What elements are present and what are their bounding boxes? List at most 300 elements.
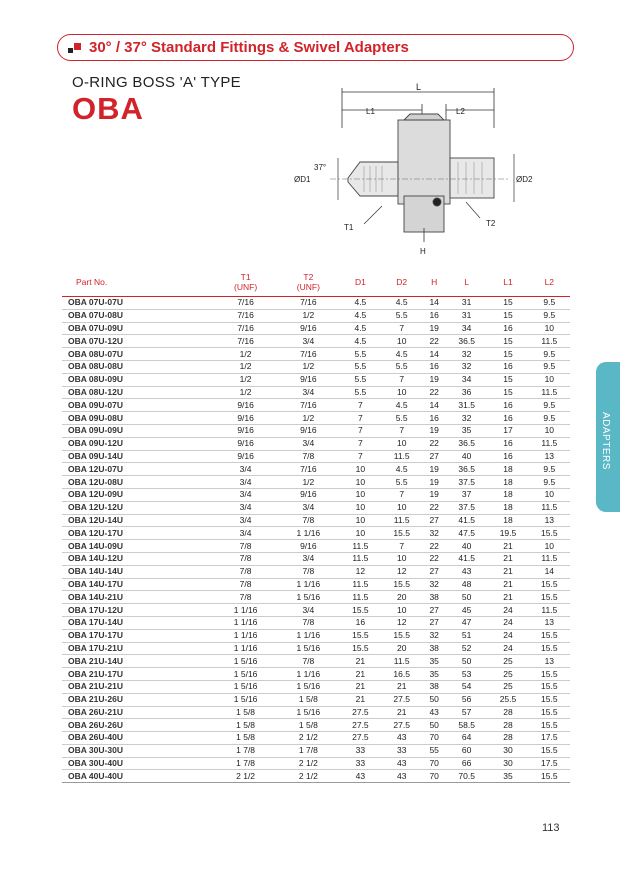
table-cell: 9/16: [214, 450, 277, 463]
table-cell: 9/16: [277, 424, 340, 437]
column-header-label: L2: [544, 277, 555, 287]
table-cell: 58.5: [446, 719, 487, 732]
table-cell: 7: [381, 424, 422, 437]
table-cell: 7/16: [214, 335, 277, 348]
table-cell: 17.5: [529, 732, 570, 745]
table-cell: 7: [381, 322, 422, 335]
table-cell: 13: [529, 616, 570, 629]
table-cell: 10: [381, 386, 422, 399]
part-number-cell: OBA 30U-30U: [62, 744, 214, 757]
table-cell: 1 5/16: [214, 668, 277, 681]
table-cell: 15.5: [529, 693, 570, 706]
table-cell: 10: [340, 463, 381, 476]
table-cell: 51: [446, 629, 487, 642]
table-cell: 11.5: [340, 540, 381, 553]
table-cell: 7/8: [214, 591, 277, 604]
table-cell: 40: [446, 540, 487, 553]
table-cell: 1 5/8: [214, 719, 277, 732]
table-cell: 21: [487, 578, 528, 591]
table-row: [62, 616, 570, 629]
table-cell: 33: [381, 744, 422, 757]
table-cell: 10: [529, 322, 570, 335]
dim-T2-label: T2: [486, 219, 496, 228]
table-cell: 3/4: [277, 335, 340, 348]
table-cell: 7/8: [214, 578, 277, 591]
table-cell: 10: [381, 437, 422, 450]
table-cell: 37.5: [446, 501, 487, 514]
table-row: [62, 578, 570, 591]
table-cell: 7: [381, 488, 422, 501]
table-cell: 7/16: [277, 399, 340, 412]
table-cell: 36.5: [446, 335, 487, 348]
table-cell: 54: [446, 680, 487, 693]
table-cell: 3/4: [277, 386, 340, 399]
table-row: [62, 360, 570, 373]
table-cell: 18: [487, 463, 528, 476]
table-cell: 50: [446, 591, 487, 604]
table-cell: 2 1/2: [214, 770, 277, 783]
table-cell: 7/16: [214, 297, 277, 310]
dim-H-label: H: [420, 247, 426, 256]
table-cell: 1/2: [277, 412, 340, 425]
part-number-cell: OBA 21U-21U: [62, 680, 214, 693]
column-header: [529, 268, 570, 297]
table-cell: 66: [446, 757, 487, 770]
table-cell: 15: [487, 386, 528, 399]
table-cell: 27.5: [381, 693, 422, 706]
table-cell: 2 1/2: [277, 757, 340, 770]
table-cell: 7/8: [214, 540, 277, 553]
column-header-label: Part No.: [76, 277, 108, 287]
table-cell: 1 7/8: [214, 744, 277, 757]
table-cell: 35: [446, 424, 487, 437]
specs-table: [62, 268, 570, 783]
table-cell: 34: [446, 373, 487, 386]
table-cell: 36.5: [446, 437, 487, 450]
part-number-cell: OBA 09U-08U: [62, 412, 214, 425]
part-number-cell: OBA 12U-08U: [62, 476, 214, 489]
table-cell: 32: [422, 578, 446, 591]
table-cell: 3/4: [214, 476, 277, 489]
table-cell: 15.5: [529, 668, 570, 681]
part-number-cell: OBA 21U-14U: [62, 655, 214, 668]
table-cell: 15.5: [340, 642, 381, 655]
table-cell: 9.5: [529, 348, 570, 361]
table-cell: 11.5: [529, 335, 570, 348]
table-cell: 21: [340, 693, 381, 706]
table-cell: 11.5: [340, 578, 381, 591]
table-row: [62, 757, 570, 770]
table-cell: 4.5: [340, 335, 381, 348]
table-cell: 1 5/8: [277, 719, 340, 732]
table-cell: 7: [340, 412, 381, 425]
table-cell: 15.5: [529, 770, 570, 783]
table-cell: 50: [422, 719, 446, 732]
table-cell: 16: [487, 360, 528, 373]
table-cell: 1/2: [214, 386, 277, 399]
table-cell: 32: [446, 412, 487, 425]
table-cell: 16: [487, 399, 528, 412]
part-number-cell: OBA 12U-09U: [62, 488, 214, 501]
table-cell: 7/8: [277, 514, 340, 527]
table-cell: 21: [381, 706, 422, 719]
table-cell: 55: [422, 744, 446, 757]
table-row: [62, 476, 570, 489]
table-cell: 1 1/16: [214, 604, 277, 617]
table-cell: 10: [340, 514, 381, 527]
table-cell: 1 1/16: [277, 629, 340, 642]
table-cell: 9/16: [214, 437, 277, 450]
angle-label: 37°: [314, 163, 327, 172]
table-cell: 12: [381, 565, 422, 578]
table-cell: 4.5: [340, 297, 381, 310]
table-cell: 9/16: [214, 424, 277, 437]
table-row: [62, 527, 570, 540]
table-cell: 43: [381, 757, 422, 770]
table-cell: 28: [487, 706, 528, 719]
table-cell: 1 1/16: [214, 629, 277, 642]
table-cell: 4.5: [381, 463, 422, 476]
table-cell: 17: [487, 424, 528, 437]
table-cell: 10: [381, 335, 422, 348]
table-cell: 7/16: [277, 348, 340, 361]
part-number-cell: OBA 08U-07U: [62, 348, 214, 361]
table-cell: 38: [422, 591, 446, 604]
table-cell: 7/8: [277, 565, 340, 578]
table-cell: 5.5: [381, 309, 422, 322]
table-cell: 10: [529, 373, 570, 386]
table-cell: 21: [381, 680, 422, 693]
table-row: [62, 386, 570, 399]
table-cell: 5.5: [340, 348, 381, 361]
table-cell: 7: [340, 424, 381, 437]
table-cell: 5.5: [340, 386, 381, 399]
section-header: [57, 34, 574, 61]
table-cell: 18: [487, 501, 528, 514]
table-cell: 19: [422, 463, 446, 476]
table-cell: 14: [422, 399, 446, 412]
table-row: [62, 629, 570, 642]
table-cell: 11.5: [529, 501, 570, 514]
table-cell: 4.5: [340, 309, 381, 322]
table-cell: 1 5/8: [277, 693, 340, 706]
section-title: 30° / 37° Standard Fittings & Swivel Adapters: [89, 39, 409, 56]
table-cell: 40: [446, 450, 487, 463]
table-header-row: [62, 268, 570, 297]
table-cell: 14: [422, 297, 446, 310]
part-number-cell: OBA 07U-09U: [62, 322, 214, 335]
table-cell: 60: [446, 744, 487, 757]
table-cell: 16: [340, 616, 381, 629]
table-cell: 30: [487, 757, 528, 770]
table-cell: 18: [487, 514, 528, 527]
table-cell: 36.5: [446, 463, 487, 476]
part-number-cell: OBA 17U-21U: [62, 642, 214, 655]
table-cell: 3/4: [277, 552, 340, 565]
product-subtitle: O-RING BOSS 'A' TYPE: [72, 74, 241, 91]
table-cell: 19: [422, 424, 446, 437]
part-number-cell: OBA 08U-08U: [62, 360, 214, 373]
table-cell: 5.5: [340, 360, 381, 373]
table-cell: 27: [422, 604, 446, 617]
table-cell: 22: [422, 386, 446, 399]
table-row: [62, 373, 570, 386]
table-cell: 10: [381, 604, 422, 617]
table-cell: 15.5: [381, 629, 422, 642]
table-row: [62, 706, 570, 719]
part-number-cell: OBA 26U-26U: [62, 719, 214, 732]
table-cell: 31: [446, 297, 487, 310]
table-cell: 10: [340, 488, 381, 501]
table-cell: 10: [340, 527, 381, 540]
table-cell: 19: [422, 476, 446, 489]
table-cell: 1/2: [277, 360, 340, 373]
table-cell: 16: [487, 412, 528, 425]
part-number-cell: OBA 12U-07U: [62, 463, 214, 476]
part-number-cell: OBA 30U-40U: [62, 757, 214, 770]
table-cell: 3/4: [214, 488, 277, 501]
table-cell: 9/16: [214, 412, 277, 425]
table-cell: 15.5: [529, 744, 570, 757]
column-header: [422, 268, 446, 297]
table-cell: 15.5: [529, 591, 570, 604]
column-header-label: L1: [503, 277, 513, 287]
table-cell: 5.5: [381, 412, 422, 425]
column-header: [62, 268, 214, 297]
dim-L-label: L: [416, 82, 422, 92]
table-cell: 33: [340, 744, 381, 757]
table-cell: 22: [422, 552, 446, 565]
column-header: [340, 268, 381, 297]
table-cell: 9.5: [529, 412, 570, 425]
table-cell: 22: [422, 335, 446, 348]
table-cell: 15: [487, 373, 528, 386]
table-cell: 7: [381, 540, 422, 553]
table-cell: 3/4: [214, 527, 277, 540]
table-cell: 1 5/16: [277, 591, 340, 604]
table-cell: 11.5: [381, 450, 422, 463]
table-cell: 43: [422, 706, 446, 719]
table-cell: 3/4: [214, 463, 277, 476]
table-cell: 28: [487, 732, 528, 745]
table-cell: 13: [529, 655, 570, 668]
table-cell: 2 1/2: [277, 770, 340, 783]
column-header: [214, 268, 277, 297]
table-cell: 32: [422, 527, 446, 540]
part-number-cell: OBA 12U-17U: [62, 527, 214, 540]
table-cell: 11.5: [381, 655, 422, 668]
table-cell: 11.5: [529, 604, 570, 617]
table-cell: 19: [422, 373, 446, 386]
part-number-cell: OBA 07U-08U: [62, 309, 214, 322]
table-cell: 15: [487, 335, 528, 348]
table-cell: 25: [487, 668, 528, 681]
table-cell: 17.5: [529, 757, 570, 770]
table-cell: 15.5: [529, 719, 570, 732]
part-number-cell: OBA 12U-14U: [62, 514, 214, 527]
table-cell: 50: [422, 693, 446, 706]
table-cell: 31: [446, 309, 487, 322]
table-cell: 7: [340, 437, 381, 450]
table-cell: 13: [529, 514, 570, 527]
table-cell: 7: [340, 399, 381, 412]
table-cell: 20: [381, 591, 422, 604]
table-cell: 32: [446, 348, 487, 361]
table-cell: 16.5: [381, 668, 422, 681]
part-number-cell: OBA 12U-12U: [62, 501, 214, 514]
table-cell: 15.5: [340, 604, 381, 617]
table-cell: 35: [422, 668, 446, 681]
column-header-label: H: [431, 277, 438, 287]
table-cell: 1 1/16: [214, 616, 277, 629]
table-cell: 9.5: [529, 476, 570, 489]
part-number-cell: OBA 17U-12U: [62, 604, 214, 617]
table-row: [62, 322, 570, 335]
table-cell: 27.5: [381, 719, 422, 732]
adapters-side-tab[interactable]: [596, 362, 620, 512]
table-cell: 14: [529, 565, 570, 578]
table-row: [62, 412, 570, 425]
table-row: [62, 437, 570, 450]
table-cell: 11.5: [340, 591, 381, 604]
table-cell: 7/16: [214, 322, 277, 335]
part-number-cell: OBA 09U-12U: [62, 437, 214, 450]
table-cell: 21: [487, 552, 528, 565]
table-cell: 47: [446, 616, 487, 629]
table-cell: 7/16: [277, 463, 340, 476]
table-cell: 3/4: [214, 514, 277, 527]
table-cell: 16: [422, 412, 446, 425]
table-cell: 1 5/16: [277, 642, 340, 655]
part-number-cell: OBA 21U-17U: [62, 668, 214, 681]
table-cell: 1 7/8: [214, 757, 277, 770]
table-cell: 4.5: [381, 297, 422, 310]
part-number-cell: OBA 14U-21U: [62, 591, 214, 604]
table-cell: 50: [446, 655, 487, 668]
table-cell: 5.5: [381, 360, 422, 373]
table-cell: 4.5: [381, 399, 422, 412]
table-row: [62, 463, 570, 476]
column-header-label: D1: [354, 277, 366, 287]
table-cell: 10: [340, 501, 381, 514]
table-row: [62, 604, 570, 617]
table-cell: 2 1/2: [277, 732, 340, 745]
table-cell: 21: [340, 668, 381, 681]
table-row: [62, 297, 570, 310]
table-cell: 1 1/16: [277, 527, 340, 540]
table-cell: 9/16: [277, 540, 340, 553]
table-cell: 9.5: [529, 399, 570, 412]
table-cell: 4.5: [381, 348, 422, 361]
table-cell: 19.5: [487, 527, 528, 540]
table-cell: 27: [422, 450, 446, 463]
table-cell: 16: [422, 309, 446, 322]
table-cell: 15.5: [529, 642, 570, 655]
table-cell: 9.5: [529, 463, 570, 476]
table-cell: 27.5: [340, 706, 381, 719]
table-cell: 1 7/8: [277, 744, 340, 757]
table-cell: 15: [487, 309, 528, 322]
table-row: [62, 399, 570, 412]
table-cell: 5.5: [340, 373, 381, 386]
table-cell: 3/4: [277, 437, 340, 450]
table-cell: 1 1/16: [277, 668, 340, 681]
table-cell: 18: [487, 488, 528, 501]
table-cell: 1 5/16: [214, 693, 277, 706]
table-cell: 27.5: [340, 719, 381, 732]
table-cell: 28: [487, 719, 528, 732]
column-header-unit: (UNF): [234, 282, 258, 292]
table-cell: 4.5: [340, 322, 381, 335]
table-cell: 25: [487, 680, 528, 693]
table-cell: 53: [446, 668, 487, 681]
table-cell: 7/16: [214, 309, 277, 322]
table-cell: 10: [381, 501, 422, 514]
table-cell: 1/2: [214, 360, 277, 373]
part-number-cell: OBA 26U-40U: [62, 732, 214, 745]
table-row: [62, 732, 570, 745]
table-cell: 1/2: [214, 373, 277, 386]
table-row: [62, 591, 570, 604]
table-row: [62, 501, 570, 514]
table-cell: 15.5: [529, 527, 570, 540]
column-header-unit: (UNF): [296, 282, 320, 292]
part-number-cell: OBA 26U-21U: [62, 706, 214, 719]
table-cell: 24: [487, 629, 528, 642]
part-number-cell: OBA 08U-09U: [62, 373, 214, 386]
table-cell: 22: [422, 437, 446, 450]
table-cell: 21: [487, 565, 528, 578]
table-cell: 34: [446, 322, 487, 335]
table-cell: 5.5: [381, 476, 422, 489]
table-cell: 15.5: [529, 706, 570, 719]
table-cell: 3/4: [277, 604, 340, 617]
table-cell: 12: [381, 616, 422, 629]
table-cell: 21: [340, 680, 381, 693]
table-cell: 37.5: [446, 476, 487, 489]
dim-D2-label: ØD2: [516, 175, 533, 184]
table-cell: 64: [446, 732, 487, 745]
table-cell: 11.5: [529, 552, 570, 565]
table-cell: 48: [446, 578, 487, 591]
table-cell: 7/16: [277, 297, 340, 310]
table-cell: 15.5: [340, 629, 381, 642]
table-row: [62, 335, 570, 348]
table-cell: 1 5/16: [277, 680, 340, 693]
table-cell: 25: [487, 655, 528, 668]
table-cell: 7/8: [214, 552, 277, 565]
table-cell: 47.5: [446, 527, 487, 540]
part-number-cell: OBA 09U-14U: [62, 450, 214, 463]
table-cell: 33: [340, 757, 381, 770]
table-cell: 32: [446, 360, 487, 373]
table-cell: 11.5: [381, 514, 422, 527]
table-cell: 32: [422, 629, 446, 642]
column-header-label: T1: [240, 272, 251, 282]
table-cell: 1 5/16: [214, 655, 277, 668]
table-cell: 52: [446, 642, 487, 655]
part-number-cell: OBA 09U-09U: [62, 424, 214, 437]
table-cell: 70: [422, 770, 446, 783]
table-cell: 7: [381, 373, 422, 386]
table-cell: 11.5: [340, 552, 381, 565]
table-row: [62, 719, 570, 732]
table-cell: 9.5: [529, 297, 570, 310]
column-header-label: L: [464, 277, 470, 287]
table-cell: 10: [529, 488, 570, 501]
dim-L2-label: L2: [456, 107, 465, 116]
table-row: [62, 309, 570, 322]
